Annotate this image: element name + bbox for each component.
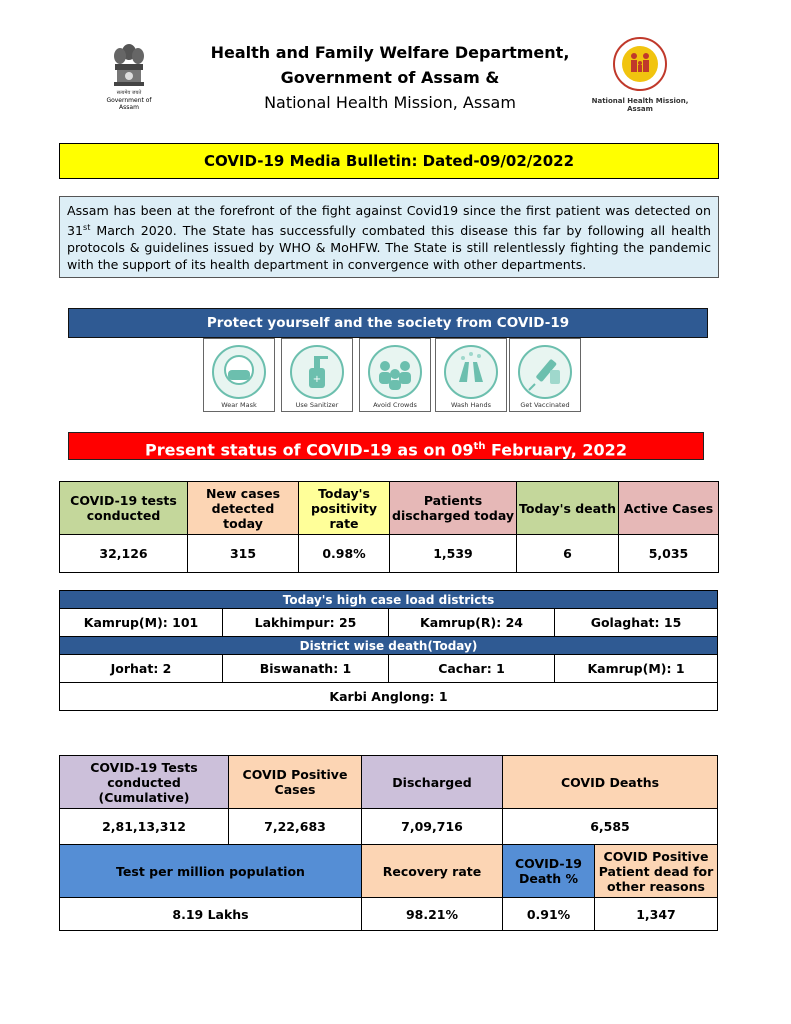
nhm-logo [585,36,695,113]
status-banner [68,432,704,460]
value-dead-other-reasons: 1,347 [595,898,718,931]
sanitizer-icon [289,344,345,400]
status-sup: th [473,441,486,452]
header-covid-deaths: COVID Deaths [503,756,718,809]
header-line-1: Health and Family Welfare Department, [210,43,570,62]
crowd-icon [367,344,423,400]
death-row [60,655,718,683]
death-cell: Jorhat: 2 [60,655,223,683]
high-load-cell: Kamrup(M): 101 [60,609,223,637]
header-tests: COVID-19 tests conducted [60,482,188,535]
header-active: Active Cases [619,482,719,535]
today-value-row [60,535,719,573]
header-death: Today's death [517,482,619,535]
today-status-table [59,481,719,573]
header-test-per-million: Test per million population [60,845,362,898]
value-discharged-total: 7,09,716 [362,809,503,845]
nhm-caption: National Health Mission, Assam [591,97,689,113]
value-tests: 32,126 [60,535,188,573]
header-line-3: National Health Mission, Assam [264,93,516,112]
icon-label: Wear Mask [221,401,257,409]
status-text-1: Present status of COVID-19 as on 09 [145,440,474,460]
cumulative-value-row [60,809,718,845]
icon-tile-mask [203,338,275,412]
bulletin-title: COVID-19 Media Bulletin: Dated-09/02/2022 [59,143,719,179]
protect-icons-row [203,338,583,412]
header-dead-other-reasons: COVID Positive Patient dead for other reasons [595,845,718,898]
intro-sup: st [83,223,91,232]
protect-banner: Protect yourself and the society from COVID-19 [68,308,708,338]
emblem-caption: Government of Assam [106,97,152,111]
intro-paragraph [59,196,719,278]
svg-text:सत्यमेव जयते: सत्यमेव जयते [116,90,142,96]
icon-label: Get Vaccinated [520,401,570,409]
svg-text:+: + [312,374,322,385]
value-positive-cases: 7,22,683 [229,809,362,845]
value-death: 6 [517,535,619,573]
intro-text-2: March 2020. The State has successfully combated this disease this far by following all health protocols & guidelines issued by WHO & MoHFW. The State is still relentlessly fighting the pandemic with the support of its health department in convergence with other departments. [67,223,711,273]
header-title [180,40,600,115]
mask-icon [211,344,267,400]
cumulative-table [59,755,718,931]
icon-tile-wash-hands [435,338,507,412]
death-title: District wise death(Today) [60,637,718,655]
high-load-cell: Lakhimpur: 25 [223,609,389,637]
value-discharged: 1,539 [390,535,517,573]
header-discharged: Patients discharged today [390,482,517,535]
icon-tile-vaccinated [509,338,581,412]
intro-text-1: Assam has been at the forefront of the fight against Covid19 since the first patient was detected on 31 [67,203,711,239]
value-recovery-rate: 98.21% [362,898,503,931]
high-load-cell: Golaghat: 15 [555,609,718,637]
value-test-per-million: 8.19 Lakhs [60,898,362,931]
value-active: 5,035 [619,535,719,573]
death-cell: Cachar: 1 [389,655,555,683]
value-death-percent: 0.91% [503,898,595,931]
icon-tile-crowds [359,338,431,412]
today-header-row [60,482,719,535]
vaccine-icon [517,344,573,400]
header-recovery-rate: Recovery rate [362,845,503,898]
header-death-percent: COVID-19 Death % [503,845,595,898]
icon-label: Wash Hands [450,401,492,409]
cumulative-header-row-2 [60,845,718,898]
value-positivity: 0.98% [299,535,390,573]
header-positivity: Today's positivity rate [299,482,390,535]
header-new-cases: New cases detected today [188,482,299,535]
header-discharged-total: Discharged [362,756,503,809]
death-cell: Kamrup(M): 1 [555,655,718,683]
high-load-row [60,609,718,637]
value-cumulative-tests: 2,81,13,312 [60,809,229,845]
icon-label: Avoid Crowds [373,401,417,409]
icon-tile-sanitizer [281,338,353,412]
status-text-2: February, 2022 [485,440,627,460]
header-cumulative-tests: COVID-19 Tests conducted (Cumulative) [60,756,229,809]
header-line-2: Government of Assam & [280,68,500,87]
value-new-cases: 315 [188,535,299,573]
icon-label: Use Sanitizer [295,401,339,409]
ashoka-emblem-icon [109,38,149,96]
value-covid-deaths: 6,585 [503,809,718,845]
districts-table [59,590,718,711]
header-positive-cases: COVID Positive Cases [229,756,362,809]
cumulative-value-row-2 [60,898,718,931]
wash-hands-icon [443,344,499,400]
high-load-title: Today's high case load districts [60,591,718,609]
death-cell-extra: Karbi Anglong: 1 [60,683,718,711]
death-cell: Biswanath: 1 [223,655,389,683]
high-load-cell: Kamrup(R): 24 [389,609,555,637]
cumulative-header-row [60,756,718,809]
nhm-logo-icon [610,36,670,92]
assam-emblem [100,38,158,111]
